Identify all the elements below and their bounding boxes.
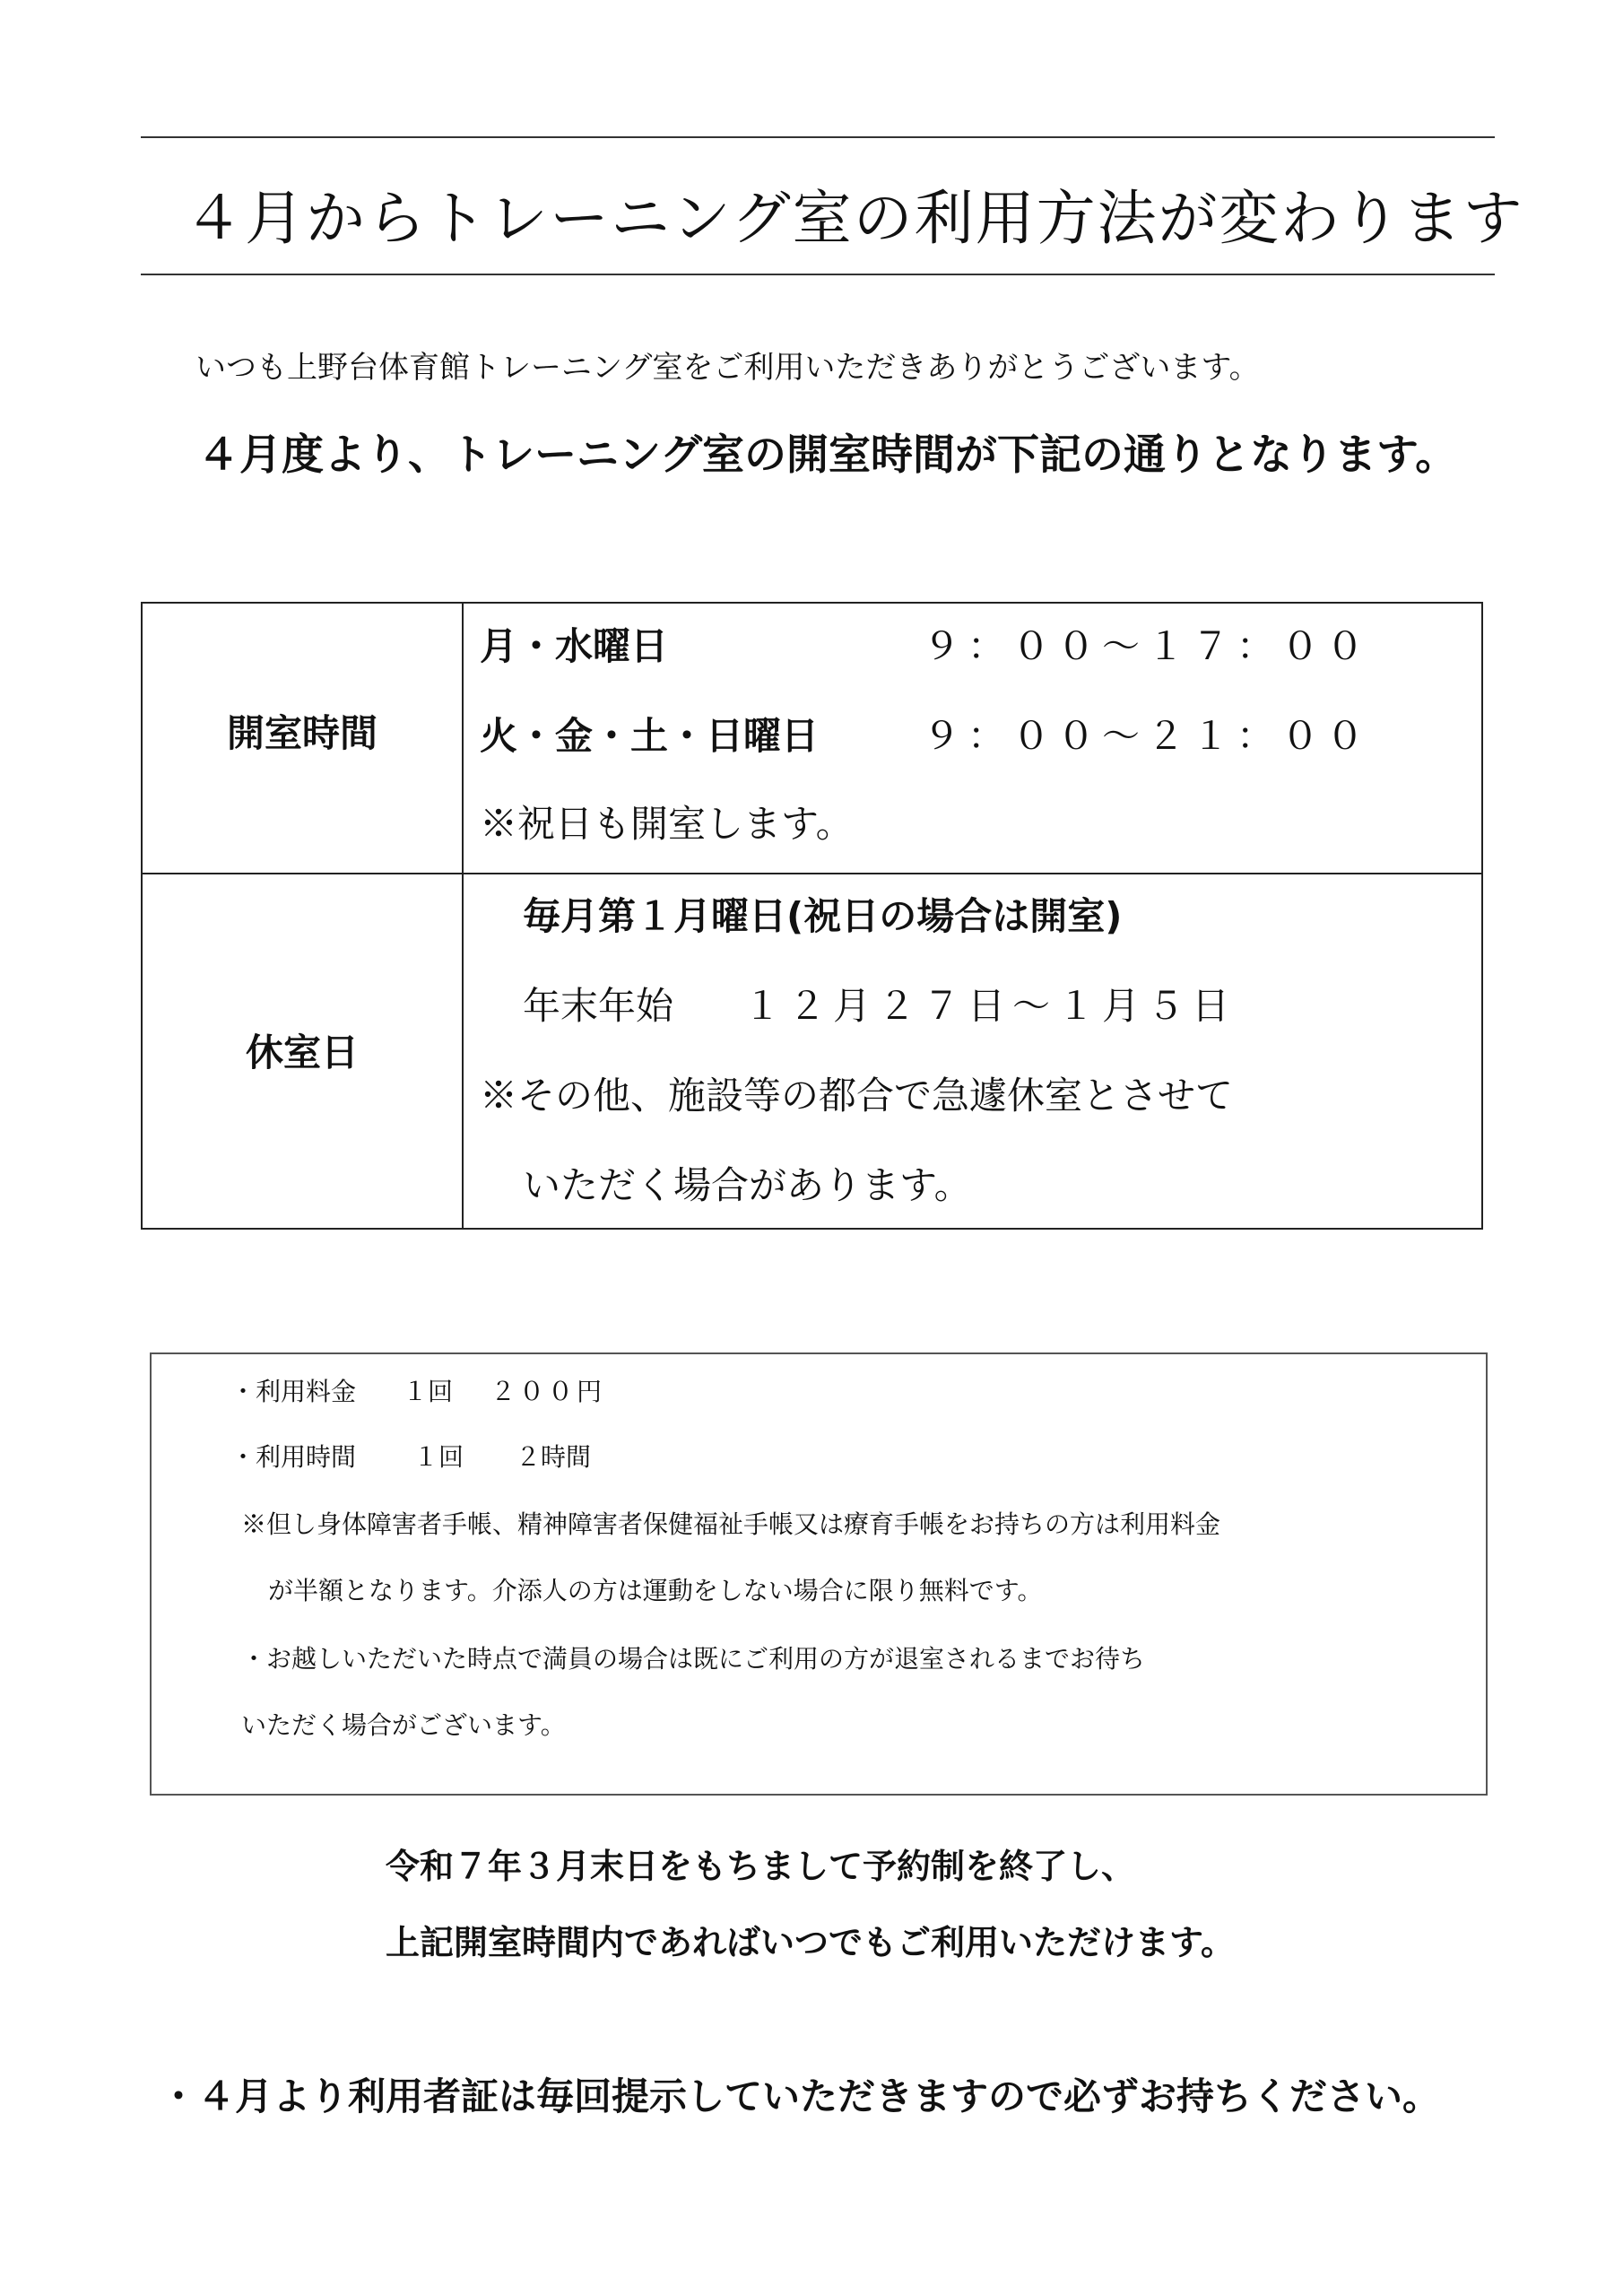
free-use-text: 上記開室時間内であればいつでもご利用いただけます。 (386, 1923, 1235, 1962)
user-card-note: ・４月より利用者証は毎回提示していただきますので必ずお持ちください。 (160, 2074, 1441, 2118)
title-top-rule (141, 136, 1495, 138)
opening-hours-heading: 開室時間 (226, 711, 378, 755)
usage-info-box (150, 1352, 1488, 1796)
weekday-days-label: 月・水曜日 (480, 624, 669, 668)
full-capacity-note-line2: いただく場合がございます。 (241, 1710, 566, 1740)
page-title: ４月からトレーニング室の利用方法が変わります (184, 184, 1524, 253)
extended-days-label: 火・金・土・日曜日 (480, 714, 820, 758)
time-value: ２時間 (516, 1442, 592, 1472)
new-year-dates: １２月２７日～１月５日 (743, 984, 1237, 1028)
other-closure-note-line1: ※その他、施設等の都合で急遽休室とさせて (480, 1074, 1234, 1118)
monthly-closure-text: 毎月第１月曜日(祝日の場合は開室) (523, 894, 1123, 938)
discount-note-line1: ※但し身体障害者手帳、精神障害者保健福祉手帳又は療育手帳をお持ちの方は利用料金 (241, 1509, 1221, 1539)
title-bottom-rule (141, 274, 1495, 275)
extended-hours-value: ９：００～２１：００ (923, 714, 1372, 758)
weekday-hours-value: ９：００～１７：００ (923, 624, 1372, 668)
schedule-table (141, 602, 1483, 1230)
other-closure-note-line2: いただく場合があります。 (523, 1163, 972, 1207)
reservation-end-text: 令和７年３月末日をもちまして予約制を終了し、 (386, 1847, 1136, 1886)
discount-note-line2: が半額となります。介添人の方は運動をしない場合に限り無料です。 (268, 1576, 1043, 1605)
fee-label: ・利用料金 (230, 1377, 357, 1406)
table-column-divider (462, 604, 464, 1228)
announcement-text: ４月度より、トレーニング室の開室時間が下記の通りとなります。 (197, 430, 1458, 480)
holiday-open-note: ※祝日も開室します。 (480, 802, 854, 846)
table-row-divider (143, 873, 1481, 874)
fee-count: １回 (403, 1377, 454, 1406)
new-year-label: 年末年始 (523, 984, 674, 1028)
time-count: １回 (413, 1442, 464, 1472)
fee-value: ２００円 (490, 1377, 606, 1406)
time-label: ・利用時間 (230, 1442, 357, 1472)
full-capacity-note-line1: ・お越しいただいた時点で満員の場合は既にご利用の方が退室されるまでお待ち (241, 1644, 1146, 1674)
greeting-text: いつも上野台体育館トレーニング室をご利用いただきありがとうございます。 (195, 350, 1260, 386)
closed-days-heading: 休室日 (245, 1031, 359, 1074)
